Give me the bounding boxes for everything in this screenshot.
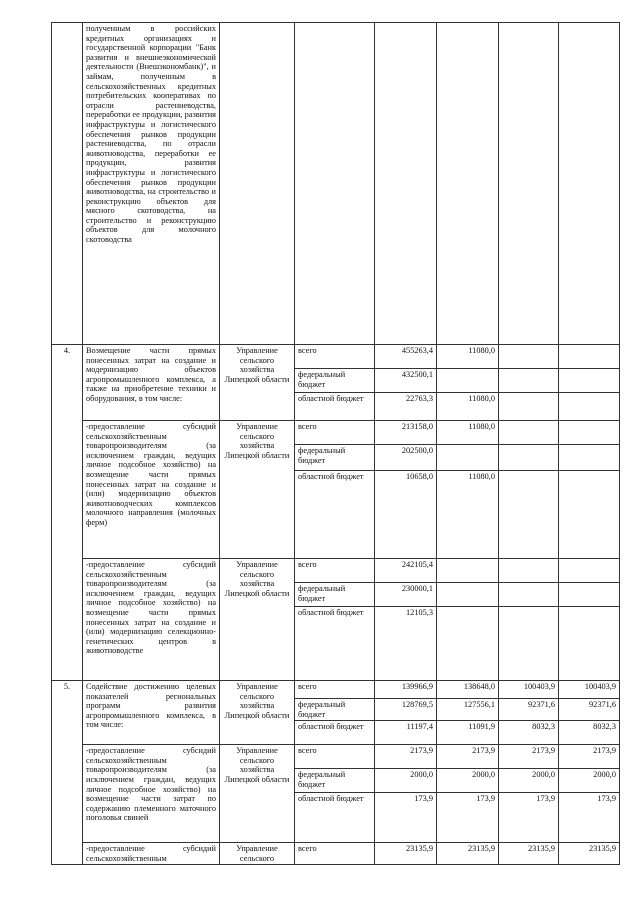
table-row: [52, 843, 620, 865]
value-year-3: [499, 421, 559, 445]
activity-description: Возмещение части прямых понесенных затрат на создание и модернизацию объектов агропромышленного комплекса, а также на приобретение техники и оборудования, в том числе:: [83, 345, 220, 421]
executor-cell: Управление сельского: [220, 843, 295, 865]
value-year-2: 138648,0: [437, 681, 499, 699]
executor-cell: Управление сельского хозяйства Липецкой области: [220, 421, 295, 559]
row-number-cell: [52, 23, 83, 345]
value-cell: [375, 23, 437, 345]
funding-source: областной бюджет: [295, 607, 375, 681]
value-year-2: 11080,0: [437, 345, 499, 369]
table-row: [52, 345, 620, 369]
section-number: 5.: [52, 681, 83, 865]
value-year-4: [559, 583, 620, 607]
activity-description: -предоставление субсидий сельскохозяйственным товаропроизводителям (за исключением граждан, ведущих личное подсобное хозяйство) на возмещение части затрат по содержанию племенного маточного поголовья свиней: [83, 745, 220, 843]
value-year-3: [499, 369, 559, 393]
executor-cell: Управление сельского хозяйства Липецкой области: [220, 745, 295, 843]
continuation-row: [52, 23, 620, 345]
value-year-4: 173,9: [559, 793, 620, 843]
value-year-3: 100403,9: [499, 681, 559, 699]
executor-cell: Управление сельского хозяйства Липецкой области: [220, 559, 295, 681]
value-year-1: 12105,3: [375, 607, 437, 681]
funding-source: областной бюджет: [295, 471, 375, 559]
funding-source: федеральный бюджет: [295, 769, 375, 793]
value-year-4: [559, 421, 620, 445]
value-year-3: 2173,9: [499, 745, 559, 769]
value-cell: [559, 23, 620, 345]
value-year-2: 11080,0: [437, 471, 499, 559]
section-number: 4.: [52, 345, 83, 681]
executor-cell: Управление сельского хозяйства Липецкой области: [220, 345, 295, 421]
funding-source: областной бюджет: [295, 721, 375, 745]
value-year-3: [499, 607, 559, 681]
value-year-3: [499, 559, 559, 583]
program-activities-table: [51, 22, 620, 865]
value-year-1: 242105,4: [375, 559, 437, 583]
value-year-4: 23135,9: [559, 843, 620, 865]
value-year-2: 11091,9: [437, 721, 499, 745]
activity-description: полученным в российских кредитных организациях и государственной корпорации "Банк развития и внешнеэкономической деятельности (Внешэкономбанк)", и займам, полученным в сельскохозяйственных кредитных потребительских кооперативах по отрасли растениеводства, переработки ее продукции, развития инфраструктуры и логистического обеспечения рынков продукции растениеводства, по отрасли животноводства, переработки ее продукции, развития инфраструктуры и логистического обеспечения рынков продукции животноводства, на строительство и реконструкцию объектов для мясного скотоводства, на строительство и реконструкцию объектов для молочного скотоводства: [83, 23, 220, 345]
funding-source: федеральный бюджет: [295, 583, 375, 607]
value-year-1: 11197,4: [375, 721, 437, 745]
value-year-2: 127556,1: [437, 699, 499, 721]
value-year-1: 213158,0: [375, 421, 437, 445]
value-year-1: 139966,9: [375, 681, 437, 699]
value-year-3: 173,9: [499, 793, 559, 843]
value-year-3: [499, 345, 559, 369]
value-year-4: 100403,9: [559, 681, 620, 699]
value-year-2: [437, 369, 499, 393]
value-year-4: [559, 559, 620, 583]
value-year-3: 2000,0: [499, 769, 559, 793]
value-year-2: 173,9: [437, 793, 499, 843]
value-year-4: [559, 345, 620, 369]
activity-description: -предоставление субсидий сельскохозяйственным товаропроизводителям (за исключением граждан, ведущих личное подсобное хозяйство) на возмещение части прямых понесенных затрат на создание и (или) модернизацию объектов животноводческих комплексов молочного направления (молочных ферм): [83, 421, 220, 559]
value-year-2: 23135,9: [437, 843, 499, 865]
value-year-1: 128769,5: [375, 699, 437, 721]
value-year-2: [437, 607, 499, 681]
funding-source: всего: [295, 559, 375, 583]
value-year-3: 92371,6: [499, 699, 559, 721]
value-year-1: 22763,3: [375, 393, 437, 421]
value-year-4: 2000,0: [559, 769, 620, 793]
value-year-3: 8032,3: [499, 721, 559, 745]
value-year-4: 2173,9: [559, 745, 620, 769]
value-year-1: 202500,0: [375, 445, 437, 471]
value-year-4: 8032,3: [559, 721, 620, 745]
value-year-1: 455263,4: [375, 345, 437, 369]
activity-description: -предоставление субсидий сельскохозяйственным: [83, 843, 220, 865]
value-year-1: 10658,0: [375, 471, 437, 559]
table-row: [52, 681, 620, 699]
table-row: [52, 421, 620, 445]
value-year-4: [559, 607, 620, 681]
value-year-3: [499, 471, 559, 559]
value-cell: [499, 23, 559, 345]
value-year-4: [559, 393, 620, 421]
table-row: [52, 745, 620, 769]
value-year-2: [437, 559, 499, 583]
value-year-2: 11080,0: [437, 421, 499, 445]
funding-source: областной бюджет: [295, 393, 375, 421]
value-year-1: 2173,9: [375, 745, 437, 769]
funding-source: областной бюджет: [295, 793, 375, 843]
value-year-3: [499, 393, 559, 421]
funding-source: всего: [295, 843, 375, 865]
value-year-1: 2000,0: [375, 769, 437, 793]
value-year-2: [437, 583, 499, 607]
value-year-4: [559, 445, 620, 471]
value-cell: [437, 23, 499, 345]
executor-cell: Управление сельского хозяйства Липецкой области: [220, 681, 295, 745]
funding-source: всего: [295, 745, 375, 769]
value-year-2: 2000,0: [437, 769, 499, 793]
activity-description: -предоставление субсидий сельскохозяйственным товаропроизводителям (за исключением граждан, ведущих личное подсобное хозяйство) на возмещение части прямых понесенных затрат на создание и (или) модернизацию селекционно-генетических центров в животноводстве: [83, 559, 220, 681]
funding-source: федеральный бюджет: [295, 369, 375, 393]
value-year-1: 230000,1: [375, 583, 437, 607]
value-year-3: [499, 445, 559, 471]
table-row: [52, 559, 620, 583]
funding-source: всего: [295, 421, 375, 445]
funding-source: федеральный бюджет: [295, 445, 375, 471]
value-year-1: 173,9: [375, 793, 437, 843]
value-year-4: [559, 471, 620, 559]
value-year-4: 92371,6: [559, 699, 620, 721]
value-year-2: [437, 445, 499, 471]
funding-source: всего: [295, 681, 375, 699]
value-year-2: 11080,0: [437, 393, 499, 421]
value-year-3: [499, 583, 559, 607]
funding-source: всего: [295, 345, 375, 369]
value-year-1: 432500,1: [375, 369, 437, 393]
funding-source: федеральный бюджет: [295, 699, 375, 721]
value-year-3: 23135,9: [499, 843, 559, 865]
activity-description: Содействие достижению целевых показателей региональных программ развития агропромышленного комплекса, в том числе:: [83, 681, 220, 745]
value-year-2: 2173,9: [437, 745, 499, 769]
value-year-4: [559, 369, 620, 393]
executor-cell: [220, 23, 295, 345]
value-year-1: 23135,9: [375, 843, 437, 865]
source-cell: [295, 23, 375, 345]
